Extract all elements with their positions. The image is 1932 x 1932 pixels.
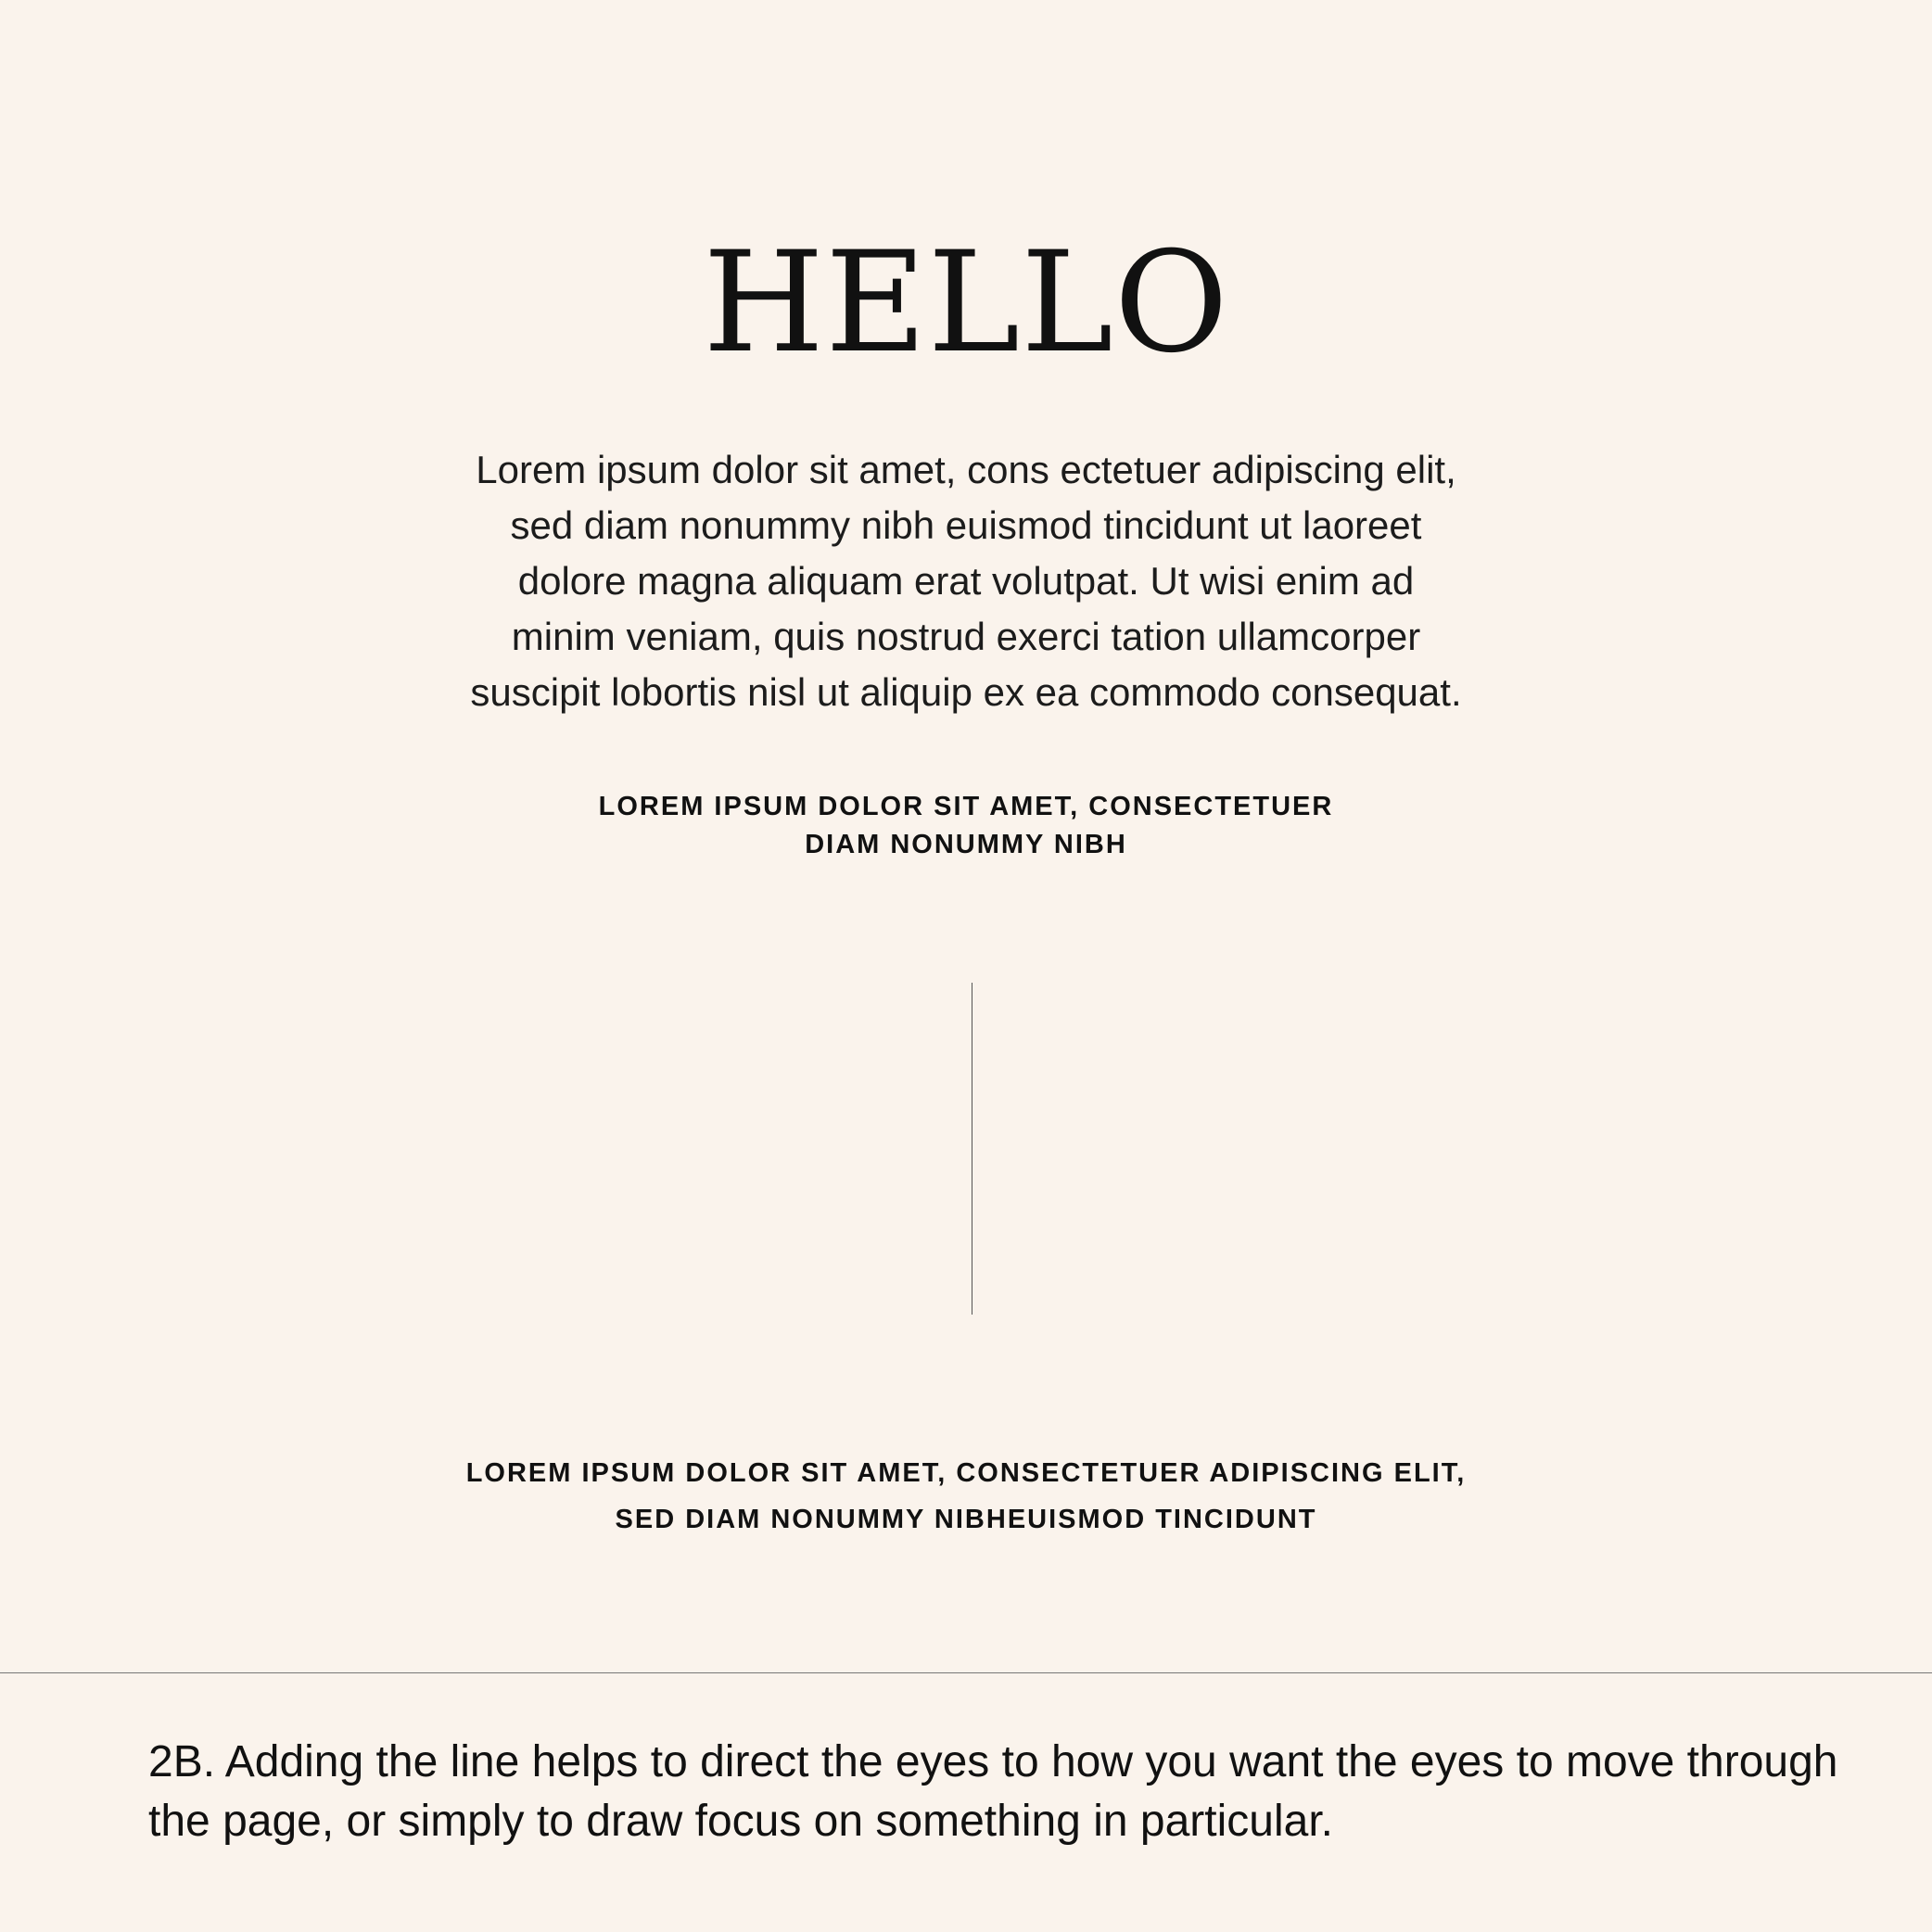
paragraph-line: sed diam nonummy nibh euismod tincidunt ut laoreet — [510, 503, 1422, 547]
caption-line: LOREM IPSUM DOLOR SIT AMET, CONSECTETUER ADIPISCING ELIT, — [465, 1458, 1467, 1488]
paragraph-line: suscipit lobortis nisl ut aliquip ex ea commodo consequat. — [470, 670, 1462, 714]
body-paragraph — [0, 442, 1932, 720]
paragraph-line: Lorem ipsum dolor sit amet, cons ectetuer adipiscing elit, — [476, 448, 1456, 491]
page-title: HELLO — [703, 222, 1229, 384]
caption-line: DIAM NONUMMY NIBH — [805, 830, 1127, 859]
footer-note: 2B. Adding the line helps to direct the eyes to how you want the eyes to move through the page, or simply to draw focus on something in particular. — [148, 1737, 1838, 1846]
paragraph-line: minim veniam, quis nostrud exerci tation ullamcorper — [511, 615, 1421, 658]
horizontal-divider — [0, 1672, 1932, 1673]
caption-top — [0, 788, 1932, 864]
caption-line: LOREM IPSUM DOLOR SIT AMET, CONSECTETUER — [598, 792, 1334, 821]
caption-line: SED DIAM NONUMMY NIBHEUISMOD TINCIDUNT — [615, 1505, 1317, 1534]
caption-bottom — [0, 1450, 1932, 1543]
paragraph-line: dolore magna aliquam erat volutpat. Ut wisi enim ad — [517, 559, 1415, 603]
